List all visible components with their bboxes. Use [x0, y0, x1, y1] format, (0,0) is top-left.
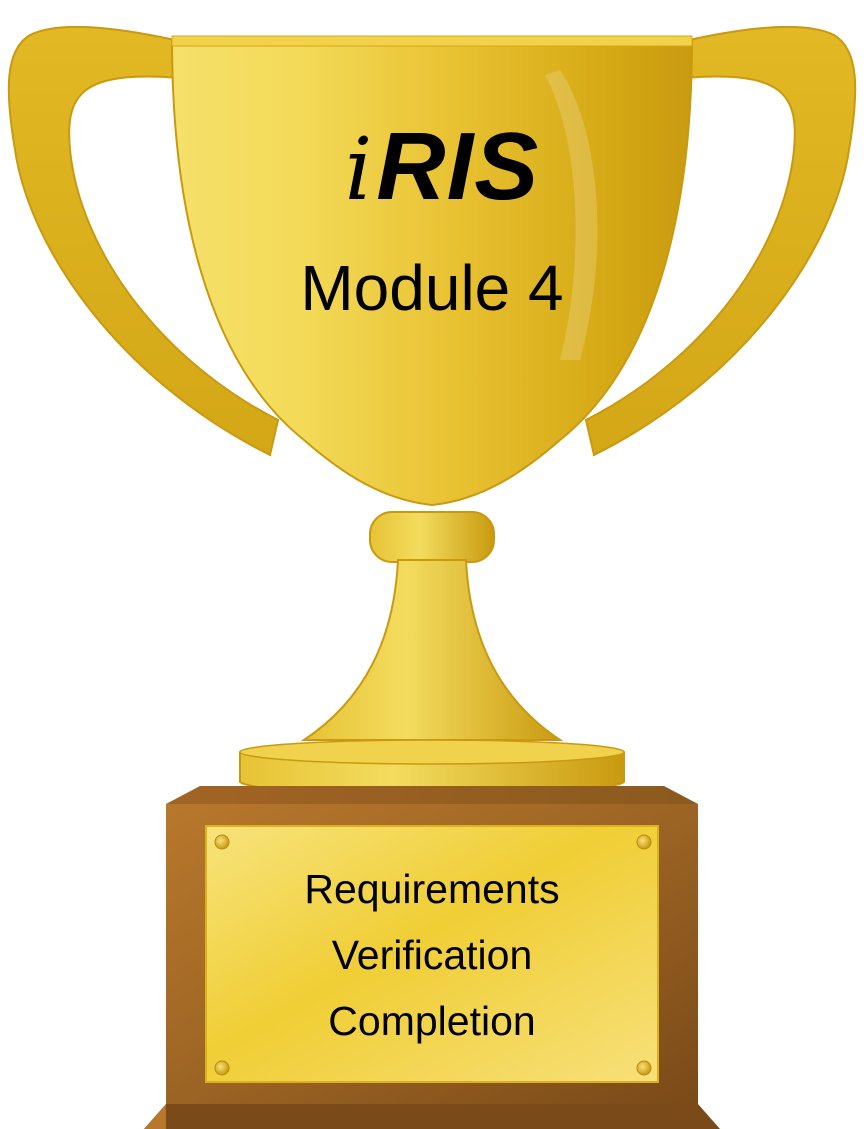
trophy-stem [304, 560, 560, 740]
logo-main: RIS [376, 113, 540, 220]
plaque-text [212, 856, 652, 1054]
trophy-neck [370, 512, 494, 562]
plaque-line-2: Verification [331, 932, 533, 978]
screw-icon [637, 1061, 651, 1075]
iris-logo [232, 112, 652, 222]
screw-icon [215, 1061, 229, 1075]
screw-icon [637, 835, 651, 849]
screw-icon [215, 835, 229, 849]
module-title: Module 4 [300, 252, 564, 324]
logo-prefix: i [344, 120, 373, 220]
plaque-line-1: Requirements [304, 866, 560, 912]
plaque-line-3: Completion [328, 998, 536, 1044]
trophy-foot [240, 740, 624, 794]
